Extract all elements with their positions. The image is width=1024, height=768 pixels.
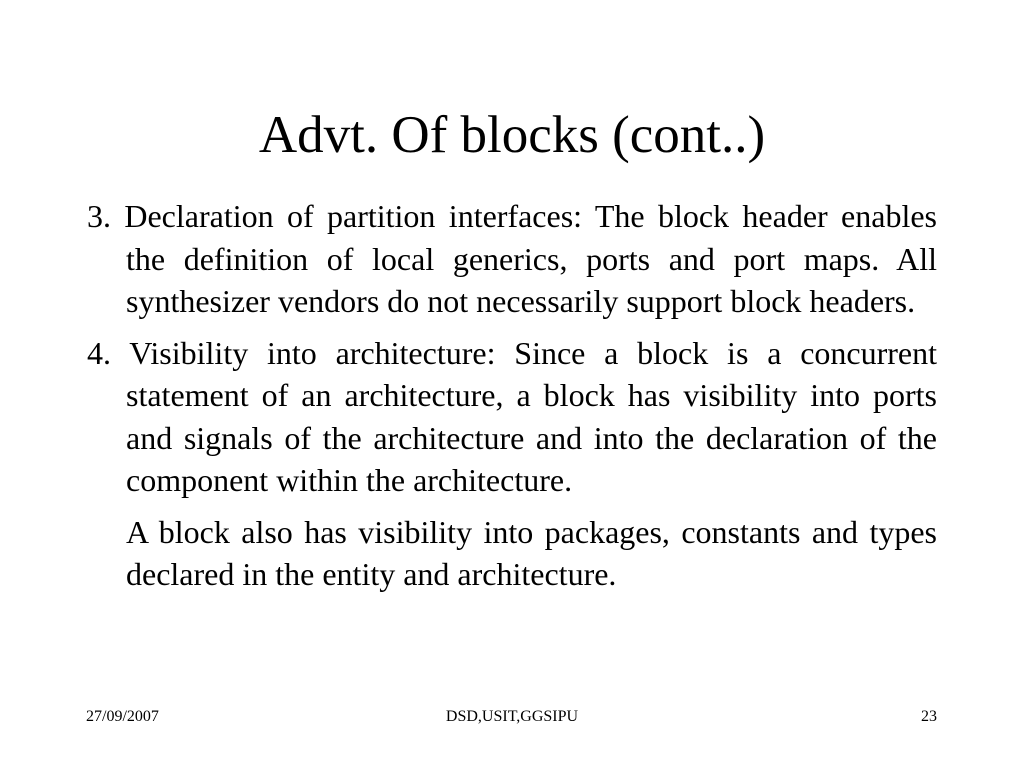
slide-body [87,195,937,605]
paragraph-declaration-of-partition-interfaces: 3. Declaration of partition interfaces: The block header enables the definition of local generics, ports and port maps. All synthesizer vendors do not necessarily support block headers. [87,198,937,319]
footer-center-text: DSD,USIT,GGSIPU [445,708,579,725]
footer-date: 27/09/2007 [86,708,159,725]
slide-title: Advt. Of blocks (cont..) [258,106,766,164]
paragraph-visibility-into-architecture: 4. Visibility into architecture: Since a block is a concurrent statement of an architecture, a block has visibility into ports and signals of the architecture and into the declaration of the component within the architecture. [87,334,937,498]
footer-page-number: 23 [921,708,937,725]
paragraph-block-visibility-packages: A block also has visibility into packages, constants and types declared in the entity and architecture. [126,513,937,592]
